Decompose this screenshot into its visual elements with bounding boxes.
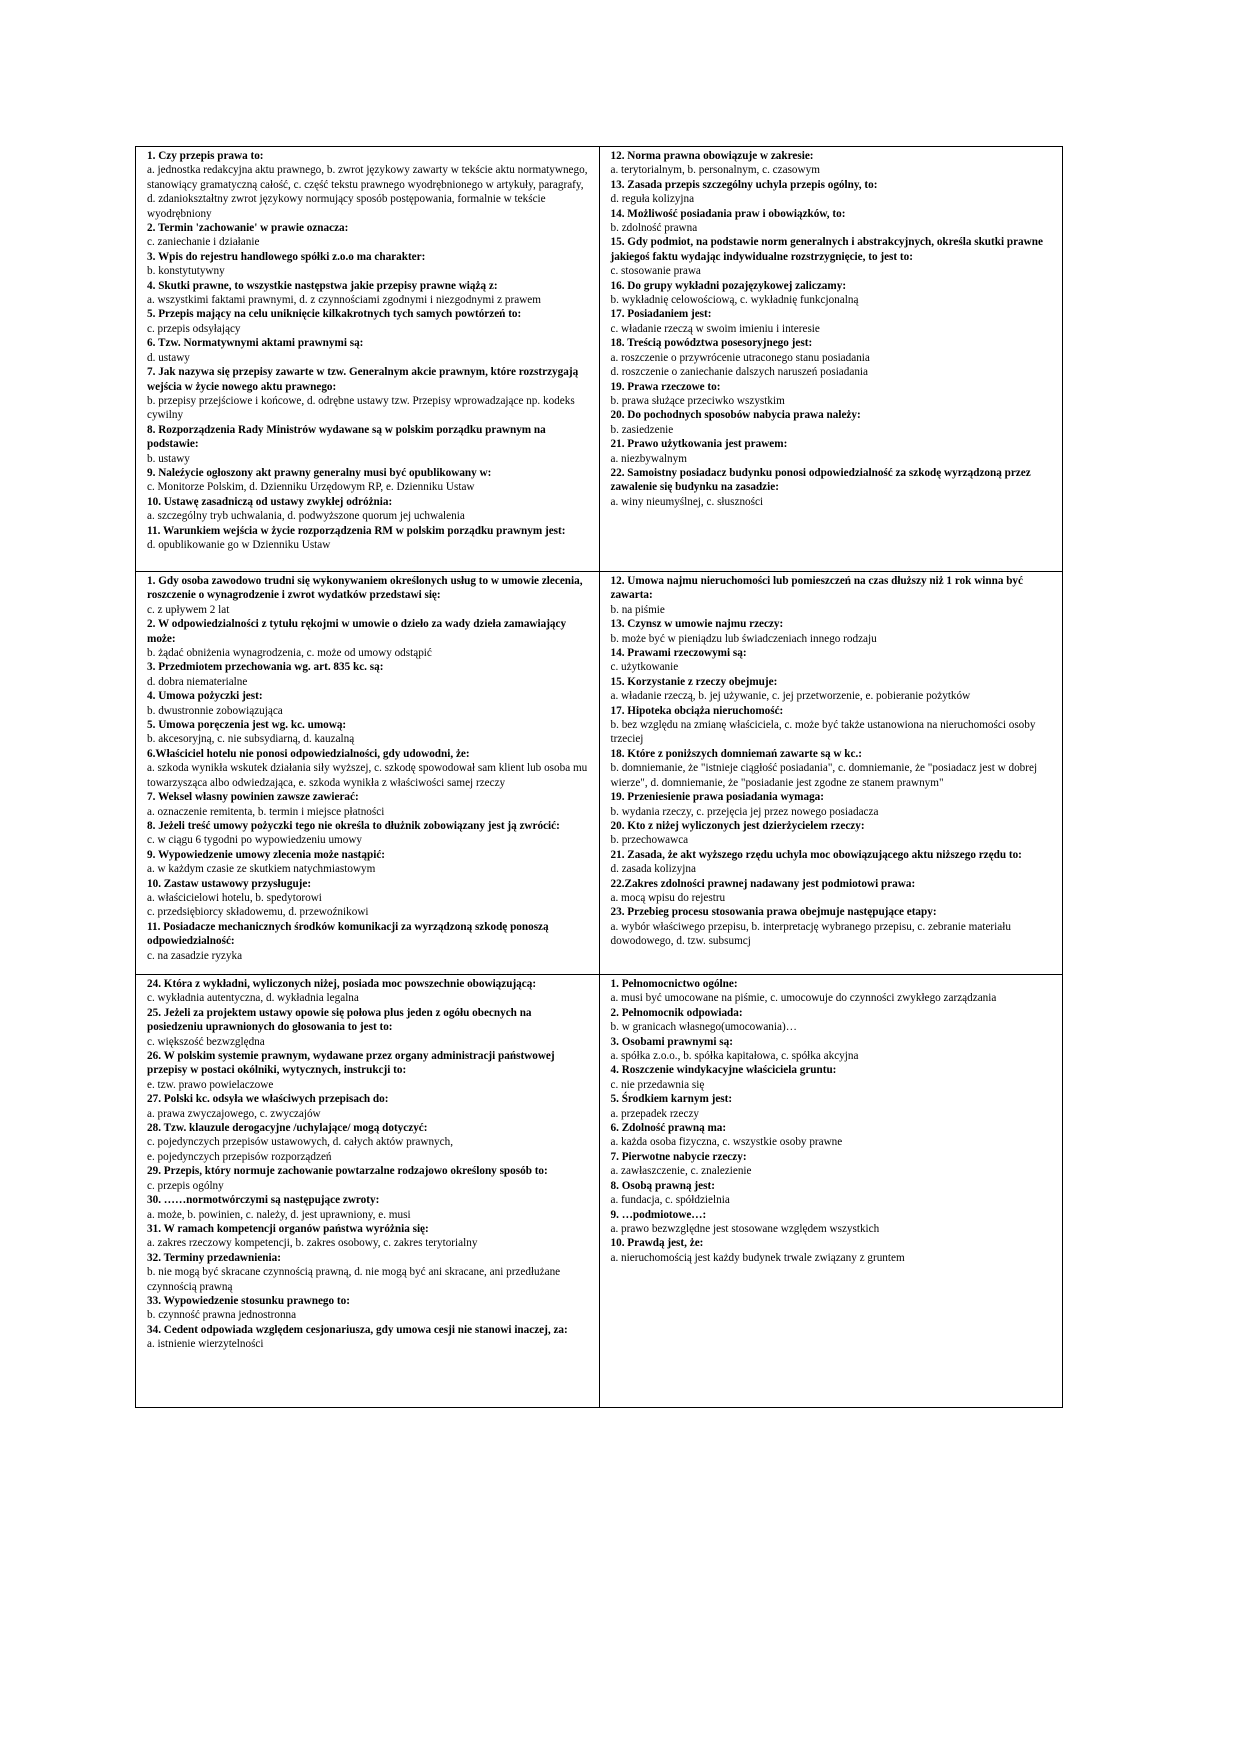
question-text: 23. Przebieg procesu stosowania prawa obejmuje następujące etapy: — [610, 906, 937, 919]
question-text: 21. Zasada, że akt wyższego rzędu uchyla moc obowiązującego aktu niższego rzędu to: — [610, 848, 1022, 861]
answer-text: a. zakres rzeczowy kompetencji, b. zakres osobowy, c. zakres terytorialny — [147, 1237, 478, 1250]
question-text: 20. Kto z niżej wyliczonych jest dzierżycielem rzeczy: — [610, 819, 865, 832]
question-text: 20. Do pochodnych sposobów nabycia prawa należy: — [610, 409, 861, 422]
question-text: 28. Tzw. klauzule derogacyjne /uchylające/ mogą dotyczyć: — [147, 1122, 428, 1135]
question-text: 2. Pełnomocnik odpowiada: — [610, 1006, 743, 1019]
answer-text: e. pojedynczych przepisów rozporządzeń — [147, 1150, 332, 1163]
cell-r3-right — [599, 975, 1063, 1408]
table-row — [136, 975, 1063, 1408]
answer-text: d. dobra niematerialne — [147, 675, 248, 688]
question-text: 24. Która z wykładni, wyliczonych niżej, posiada moc powszechnie obowiązującą: — [147, 978, 537, 990]
question-text: 8. Jeżeli treść umowy pożyczki tego nie określa to dłużnik zobowiązany jest ją zwrócić: — [147, 819, 560, 832]
answer-text: c. przedsiębiorcy składowemu, d. przewoźnikowi — [147, 906, 369, 919]
answer-text: c. stosowanie prawa — [610, 265, 701, 278]
answer-text: a. spółka z.o.o., b. spółka kapitałowa, c. spółka akcyjna — [610, 1050, 859, 1063]
question-text: 9. Naleźycie ogłoszony akt prawny generalny musi być opublikowany w: — [147, 466, 492, 479]
answer-text: a. wybór właściwego przepisu, b. interpretację wybranego przepisu, c. zebranie materiału dowodowego, d. tzw. subsumcj — [610, 920, 1011, 948]
question-text: 1. Pełnomocnictwo ogólne: — [610, 978, 738, 990]
answer-text: d. reguła kolizyjna — [610, 193, 695, 206]
question-text: 6. Zdolność prawną ma: — [610, 1122, 727, 1135]
answer-text: a. prawo bezwzględne jest stosowane względem wszystkich — [610, 1222, 880, 1235]
question-text: 10. Zastaw ustawowy przysługuje: — [147, 877, 312, 890]
answer-text: a. istnienie wierzytelności — [147, 1338, 264, 1351]
question-text: 3. Wpis do rejestru handlowego spółki z.o.o ma charakter: — [147, 250, 426, 263]
question-text: 27. Polski kc. odsyła we właściwych przepisach do: — [147, 1093, 389, 1106]
question-text: 11. Warunkiem wejścia w życie rozporządzenia RM w polskim porządku prawnym jest: — [147, 524, 566, 537]
answer-text: b. w granicach własnego(umocowania)… — [610, 1021, 797, 1034]
question-text: 10. Ustawę zasadniczą od ustawy zwykłej odróżnia: — [147, 495, 393, 508]
answer-text: b. wydania rzeczy, c. przejęcia jej przez nowego posiadacza — [610, 805, 879, 818]
cell-r1-left — [136, 147, 600, 572]
question-text: 9. Wypowiedzenie umowy zlecenia może nastąpić: — [147, 848, 386, 861]
answer-text: d. zasada kolizyjna — [610, 863, 696, 876]
question-text: 9. …podmiotowe…: — [610, 1208, 707, 1221]
question-text: 2. Termin 'zachowanie' w prawie oznacza: — [147, 222, 349, 235]
answer-text: d. roszczenie o zaniechanie dalszych naruszeń posiadania — [610, 366, 868, 379]
answer-text: d. opublikowanie go w Dzienniku Ustaw — [147, 538, 331, 551]
answer-text: b. nie mogą być skracane czynnością prawną, d. nie mogą być ani skracane, ani przedłużane czynnością prawną — [147, 1266, 561, 1293]
answer-text: a. oznaczenie remitenta, b. termin i miejsce płatności — [147, 805, 385, 818]
answer-text: a. musi być umocowane na piśmie, c. umocowuje do czynności zwykłego zarządzania — [610, 992, 997, 1005]
answer-text: b. na piśmie — [610, 603, 665, 616]
cell-r2-right — [599, 572, 1063, 975]
question-text: 32. Terminy przedawnienia: — [147, 1251, 281, 1264]
answer-text: a. niezbywalnym — [610, 452, 687, 465]
answer-text: b. dwustronnie zobowiązująca — [147, 704, 283, 717]
answer-text: b. zasiedzenie — [610, 423, 674, 436]
answer-text: c. przepis odsyłający — [147, 322, 241, 335]
answer-text: b. wykładnię celowościową, c. wykładnię funkcjonalną — [610, 294, 859, 307]
question-text: 6. Tzw. Normatywnymi aktami prawnymi są: — [147, 337, 364, 350]
answer-text: b. ustawy — [147, 452, 190, 465]
question-text: 21. Prawo użytkowania jest prawem: — [610, 438, 788, 451]
cell-r1-right — [599, 147, 1063, 572]
question-text: 7. Weksel własny powinien zawsze zawierać: — [147, 791, 359, 804]
answer-text: b. może być w pieniądzu lub świadczeniach innego rodzaju — [610, 632, 877, 645]
answer-text: c. użytkowanie — [610, 661, 679, 674]
question-text: 6.Właściciel hotelu nie ponosi odpowiedzialności, gdy udowodni, że: — [147, 747, 470, 760]
question-text: 4. Roszczenie windykacyjne właściciela gruntu: — [610, 1064, 837, 1077]
answer-text: a. terytorialnym, b. personalnym, c. czasowym — [610, 164, 820, 177]
answer-text: b. prawa służące przeciwko wszystkim — [610, 394, 785, 407]
answer-text: c. w ciągu 6 tygodni po wypowiedzeniu umowy — [147, 834, 363, 847]
answer-text: a. jednostka redakcyjna aktu prawnego, b. zwrot językowy zawarty w tekście aktu normatywnego, stanowiący gramatyczną całość, c. część tekstu prawnego wyodrębnionego w artykuły, paragrafy, d. zdaniokształtny zwrot językowy normujący sposób postępowania, formalnie w tekście wyodrębniony — [147, 164, 588, 220]
table-row — [136, 572, 1063, 975]
question-text: 4. Skutki prawne, to wszystkie następstwa jakie przepisy prawne wiążą z: — [147, 279, 498, 292]
question-text: 7. Pierwotne nabycie rzeczy: — [610, 1150, 747, 1163]
question-text: 5. Przepis mający na celu uniknięcie kilkakrotnych tych samych powtórzeń to: — [147, 308, 522, 321]
question-text: 5. Umowa poręczenia jest wg. kc. umową: — [147, 719, 347, 732]
answer-text: c. przepis ogólny — [147, 1179, 224, 1192]
answer-text: a. właścicielowi hotelu, b. spedytorowi — [147, 891, 322, 904]
answer-text: a. szkoda wynikła wskutek działania siły wyższej, c. szkodę spowodował sam klient lub osoba mu towarzysząca albo odwiedzająca, e. szkoda wynikła z właściwości samej rzeczy — [147, 762, 588, 789]
question-text: 7. Jak nazywa się przepisy zawarte w tzw. Generalnym akcie prawnym, które rozstrzygają wejścia w życie nowego aktu prawnego: — [147, 366, 579, 393]
question-text: 18. Treścią powództwa posesoryjnego jest: — [610, 337, 813, 350]
answer-text: b. konstytutywny — [147, 265, 225, 278]
question-text: 14. Prawami rzeczowymi są: — [610, 647, 747, 660]
question-text: 16. Do grupy wykładni pozajęzykowej zaliczamy: — [610, 279, 847, 292]
answer-text: c. na zasadzie ryzyka — [147, 949, 243, 962]
answer-text: c. Monitorze Polskim, d. Dzienniku Urzędowym RP, e. Dzienniku Ustaw — [147, 481, 475, 494]
question-text: 1. Czy przepis prawa to: — [147, 150, 264, 162]
question-text: 22. Samoistny posiadacz budynku ponosi odpowiedzialność za szkodę wyrządzoną przez zawalenie się budynku na zasadzie: — [610, 466, 1031, 494]
question-text: 1. Gdy osoba zawodowo trudni się wykonywaniem określonych usług to w umowie zlecenia, roszczenie o wynagrodzenie i zwrot wydatków przedstawi się: — [147, 575, 583, 602]
question-text: 11. Posiadacze mechanicznych środków komunikacji za wyrządzoną szkodę ponoszą odpowiedzialność: — [147, 920, 549, 948]
answer-text: c. pojedynczych przepisów ustawowych, d. całych aktów prawnych, — [147, 1136, 454, 1149]
question-text: 26. W polskim systemie prawnym, wydawane przez organy administracji państwowej przepisy w postaci okólniki, wytycznych, instrukcji to: — [147, 1050, 555, 1077]
question-text: 29. Przepis, który normuje zachowanie powtarzalne rodzajowo określony sposób to: — [147, 1165, 548, 1178]
question-text: 12. Norma prawna obowiązuje w zakresie: — [610, 150, 814, 162]
answer-text: a. prawa zwyczajowego, c. zwyczajów — [147, 1107, 321, 1120]
answer-text: a. nieruchomością jest każdy budynek trwale związany z gruntem — [610, 1251, 905, 1264]
answer-text: a. fundacja, c. spółdzielnia — [610, 1194, 730, 1207]
answer-text: a. władanie rzeczą, b. jej używanie, c. jej przetworzenie, e. pobieranie pożytków — [610, 690, 971, 703]
answer-text: a. w każdym czasie ze skutkiem natychmiastowym — [147, 863, 376, 876]
answer-text: c. z upływem 2 lat — [147, 603, 230, 616]
answer-text: b. bez względu na zmianę właściciela, c. może być także ustanowiona na nieruchomości osoby trzeciej — [610, 719, 1036, 746]
answer-text: b. przechowawca — [610, 834, 689, 847]
question-text: 19. Prawa rzeczowe to: — [610, 380, 721, 393]
question-text: 8. Rozporządzenia Rady Ministrów wydawane są w polskim porządku prawnym na podstawie: — [147, 423, 546, 451]
question-text: 10. Prawdą jest, że: — [610, 1237, 704, 1250]
answer-text: d. ustawy — [147, 351, 190, 364]
question-text: 17. Hipoteka obciąża nieruchomość: — [610, 704, 784, 717]
answer-text: a. winy nieumyślnej, c. słuszności — [610, 495, 764, 508]
answer-text: a. szczególny tryb uchwalania, d. podwyższone quorum jej uchwalenia — [147, 510, 465, 523]
question-text: 14. Możliwość posiadania praw i obowiązków, to: — [610, 207, 846, 220]
question-text: 8. Osobą prawną jest: — [610, 1179, 715, 1192]
answer-text: a. wszystkimi faktami prawnymi, d. z czynnościami zgodnymi i niezgodnymi z prawem — [147, 294, 541, 307]
question-text: 3. Osobami prawnymi są: — [610, 1035, 733, 1048]
question-text: 13. Czynsz w umowie najmu rzeczy: — [610, 618, 784, 631]
question-text: 34. Cedent odpowiada względem cesjonariusza, gdy umowa cesji nie stanowi inaczej, za: — [147, 1323, 568, 1336]
answer-text: b. domniemanie, że "istnieje ciągłość posiadania", c. domniemanie, że "posiadacz jest w dobrej wierze", d. domniemanie, że "posiadanie jest zgodne ze stanem prawnym" — [610, 762, 1038, 789]
answer-text: c. większość bezwzględna — [147, 1035, 265, 1048]
answer-text: c. wykładnia autentyczna, d. wykładnia legalna — [147, 992, 359, 1005]
answer-text: a. przepadek rzeczy — [610, 1107, 700, 1120]
cell-r3-left — [136, 975, 600, 1408]
answer-text: b. akcesoryjną, c. nie subsydiarną, d. kauzalną — [147, 733, 355, 746]
question-text: 4. Umowa pożyczki jest: — [147, 690, 263, 703]
answer-text: b. czynność prawna jednostronna — [147, 1309, 297, 1322]
answer-text: a. zawłaszczenie, c. znalezienie — [610, 1165, 752, 1178]
question-text: 2. W odpowiedzialności z tytułu rękojmi w umowie o dzieło za wady dzieła zamawiający może: — [147, 618, 567, 645]
answer-text: a. roszczenie o przywrócenie utraconego stanu posiadania — [610, 351, 870, 364]
question-text: 18. Które z poniższych domniemań zawarte są w kc.: — [610, 747, 862, 760]
answer-text: a. mocą wpisu do rejestru — [610, 891, 726, 904]
question-text: 15. Gdy podmiot, na podstawie norm generalnych i abstrakcyjnych, określa skutki prawne jakiegoś faktu wydając indywidualne rozstrzygnięcie, to jest to: — [610, 236, 1043, 263]
answer-text: c. nie przedawnia się — [610, 1078, 705, 1091]
question-text: 3. Przedmiotem przechowania wg. art. 835 kc. są: — [147, 661, 384, 674]
answer-text: b. żądać obniżenia wynagrodzenia, c. może od umowy odstąpić — [147, 647, 432, 660]
question-text: 19. Przeniesienie prawa posiadania wymaga: — [610, 791, 824, 804]
cell-r2-left — [136, 572, 600, 975]
question-text: 12. Umowa najmu nieruchomości lub pomieszczeń na czas dłuższy niż 1 rok winna być zawarta: — [610, 575, 1023, 602]
answer-text: b. zdolność prawna — [610, 222, 698, 235]
question-text: 5. Środkiem karnym jest: — [610, 1093, 733, 1106]
question-text: 31. W ramach kompetencji organów państwa wyróżnia się: — [147, 1222, 429, 1235]
question-text: 17. Posiadaniem jest: — [610, 308, 712, 321]
question-text: 13. Zasada przepis szczególny uchyla przepis ogólny, to: — [610, 178, 878, 191]
answer-text: b. przepisy przejściowe i końcowe, d. odrębne ustawy tzw. Przepisy wprowadzające np. kodeks cywilny — [147, 394, 575, 422]
table-row — [136, 147, 1063, 572]
question-text: 15. Korzystanie z rzeczy obejmuje: — [610, 675, 778, 688]
answer-text: a. może, b. powinien, c. należy, d. jest uprawniony, e. musi — [147, 1208, 411, 1221]
question-text: 30. ……normotwórczymi są następujące zwroty: — [147, 1194, 380, 1207]
question-text: 25. Jeżeli za projektem ustawy opowie się połowa plus jeden z ogółu obecnych na posiedzeniu uprawnionych do głosowania to jest to: — [147, 1006, 532, 1034]
answer-text: c. władanie rzeczą w swoim imieniu i interesie — [610, 322, 820, 335]
answer-text: e. tzw. prawo powielaczowe — [147, 1078, 274, 1091]
answer-text: c. zaniechanie i działanie — [147, 236, 260, 249]
answer-text: a. każda osoba fizyczna, c. wszystkie osoby prawne — [610, 1136, 843, 1149]
question-text: 33. Wypowiedzenie stosunku prawnego to: — [147, 1294, 350, 1307]
qa-table — [135, 146, 1063, 1408]
question-text: 22.Zakres zdolności prawnej nadawany jest podmiotowi prawa: — [610, 877, 916, 890]
